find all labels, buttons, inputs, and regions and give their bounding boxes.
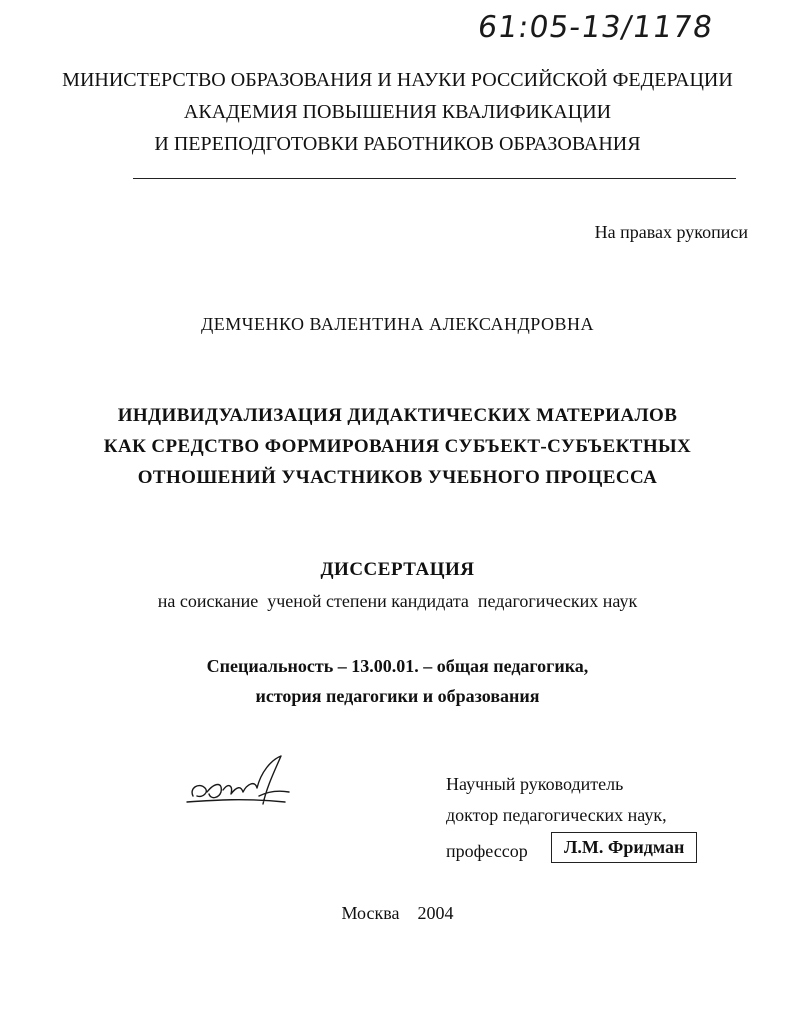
title-line-1: ИНДИВИДУАЛИЗАЦИЯ ДИДАКТИЧЕСКИХ МАТЕРИАЛОВ [117,405,678,426]
supervisor-title: профессор [446,841,528,861]
archive-code: 61:05-13/1178 [475,10,716,45]
dissertation-title [0,400,795,493]
manuscript-note: На правах рукописи [594,222,748,242]
title-line-3: ОТНОШЕНИЙ УЧАСТНИКОВ УЧЕБНОГО ПРОЦЕССА [137,467,658,488]
supervisor-degree: доктор педагогических наук, [446,805,667,825]
header-divider [133,178,736,179]
ministry-line-1: МИНИСТЕРСТВО ОБРАЗОВАНИЯ И НАУКИ РОССИЙСКОЙ ФЕДЕРАЦИИ [62,69,733,91]
ministry-header [0,64,795,160]
specialty [0,651,795,711]
degree-line: на соискание ученой степени кандидата педагогических наук [157,591,638,611]
ministry-line-2: АКАДЕМИЯ ПОВЫШЕНИЯ КВАЛИФИКАЦИИ [183,101,612,123]
author-name: ДЕМЧЕНКО ВАЛЕНТИНА АЛЕКСАНДРОВНА [201,314,594,334]
specialty-line-2: история педагогики и образования [255,686,540,706]
specialty-line-1: Специальность – 13.00.01. – общая педагогика, [206,656,589,676]
ministry-line-3: И ПЕРЕПОДГОТОВКИ РАБОТНИКОВ ОБРАЗОВАНИЯ [154,133,641,155]
city-year: Москва 2004 [341,903,454,923]
document-type: ДИССЕРТАЦИЯ [320,559,475,580]
author-signature [185,752,295,812]
supervisor-role: Научный руководитель [446,774,624,794]
supervisor-name: Л.М. Фридман [551,832,697,863]
title-line-2: КАК СРЕДСТВО ФОРМИРОВАНИЯ СУБЪЕКТ-СУБЪЕКТНЫХ [103,436,692,457]
